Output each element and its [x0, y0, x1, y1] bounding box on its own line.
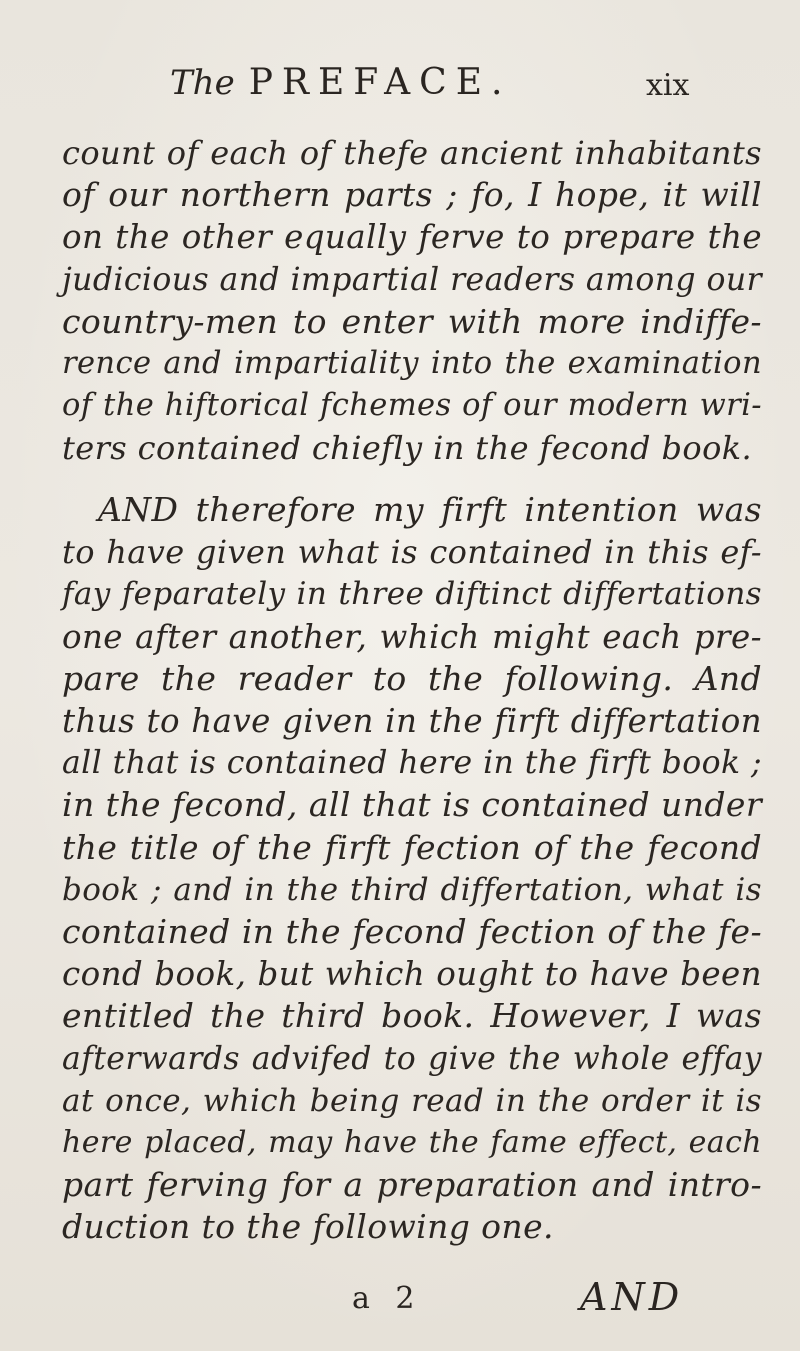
text-line: to have given what is contained in this ef- — [62, 533, 762, 572]
page-number: xix — [646, 68, 690, 103]
running-head-title: PREFACE. — [248, 62, 512, 103]
text-line: book ; and in the third differtation, what is — [62, 871, 762, 908]
running-head-prefix: The — [170, 63, 235, 103]
text-line: pare the reader to the following. And — [62, 658, 762, 698]
text-line: AND therefore my firft intention was — [98, 490, 762, 529]
text-line: count of each of thefe ancient inhabitants — [62, 134, 762, 172]
signature-mark: a 2 — [352, 1281, 423, 1316]
text-line: of our northern parts ; fo, I hope, it will — [62, 175, 762, 215]
text-line: on the other equally ferve to prepare the — [62, 218, 762, 257]
running-head — [170, 62, 610, 103]
text-line: of the hiftorical fchemes of our modern wri- — [62, 388, 762, 424]
text-line: one after another, which might each pre- — [62, 617, 762, 656]
text-line: part ferving for a preparation and intro- — [62, 1165, 762, 1205]
catchword: AND — [580, 1275, 684, 1319]
text-line: judicious and impartial readers among our — [62, 261, 762, 298]
text-line: rence and impartiality into the examination — [62, 346, 762, 382]
paragraph-1 — [62, 132, 762, 470]
text-line: country-men to enter with more indiffe- — [62, 301, 762, 341]
text-line: thus to have given in the firft differtation — [62, 702, 762, 741]
text-line: at once, which being read in the order it is — [62, 1082, 762, 1119]
text-line: fay feparately in three diftinct differtations — [62, 576, 762, 613]
text-line: afterwards advifed to give the whole effay — [62, 1040, 762, 1077]
text-line: cond book, but which ought to have been — [62, 955, 762, 994]
text-line: here placed, may have the fame effect, each — [62, 1125, 762, 1161]
text-line: the title of the firft fection of the fecond — [62, 827, 762, 867]
text-line: contained in the fecond fection of the fe- — [62, 912, 762, 952]
text-line: in the fecond, all that is contained under — [62, 785, 762, 825]
text-line: ters contained chiefly in the fecond book. — [62, 429, 753, 468]
text-line: duction to the following one. — [62, 1207, 554, 1247]
text-line: entitled the third book. However, I was — [62, 996, 762, 1036]
page-footer — [0, 1275, 800, 1329]
paragraph-2 — [62, 489, 762, 1249]
text-line: all that is contained here in the firft book ; — [62, 745, 762, 782]
